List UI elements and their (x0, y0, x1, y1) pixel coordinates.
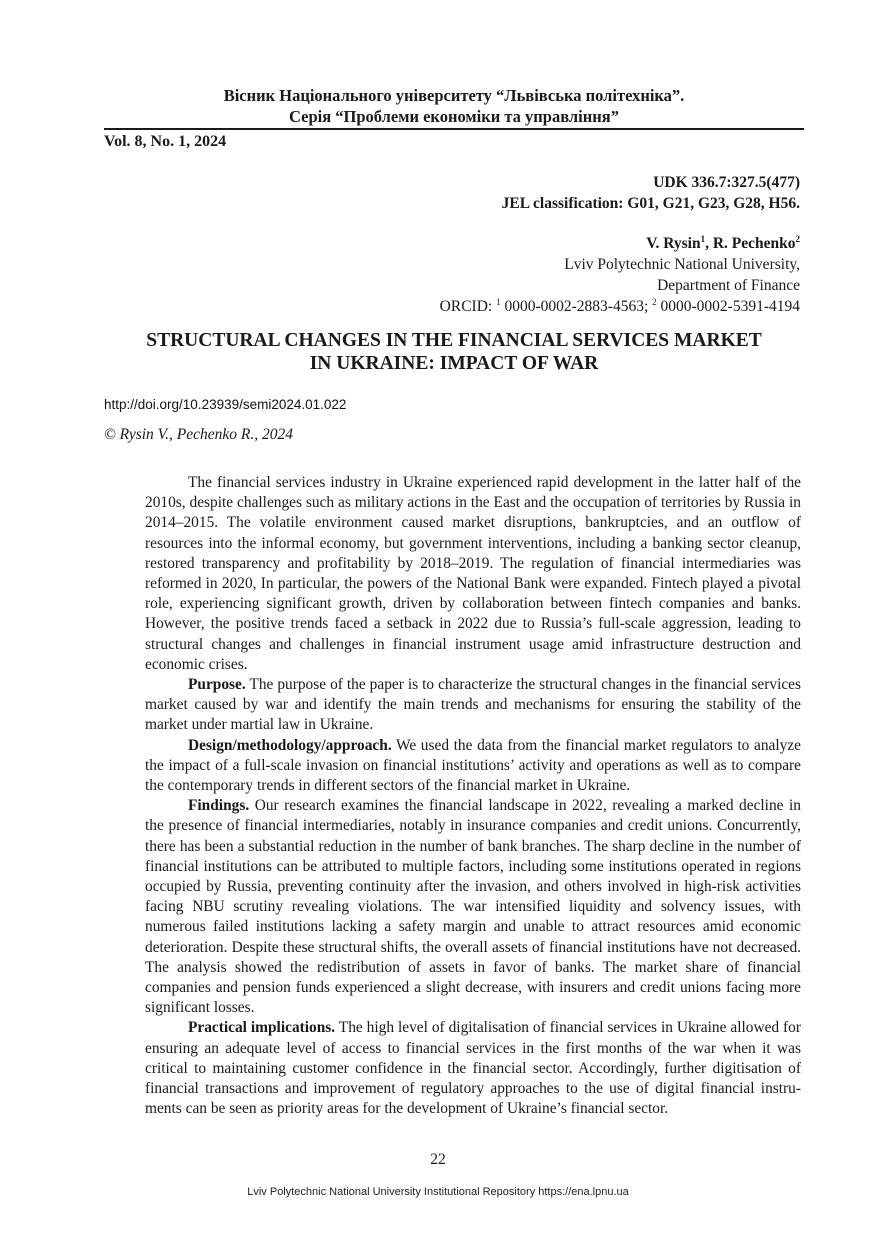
orcid-label: ORCID: (439, 298, 497, 315)
page-number: 22 (430, 1151, 446, 1168)
purpose-label: Purpose. (188, 676, 246, 694)
abstract (145, 473, 801, 1120)
abstract-purpose (145, 675, 801, 736)
classification-block (502, 172, 800, 214)
journal-title: Вісник Національного університету “Львівська політехніка”. (223, 86, 685, 105)
udk-code: UDK 336.7:327.5(477) (653, 174, 800, 191)
orcid-2-mark: 2 (652, 296, 657, 307)
findings-text: Our research examines the financial landscape in 2022, revealing a marked decline in the presence of financial intermediaries, notably in insurance companies and credit unions. Concurrently, there has been a substantial reduction in the number of bank branches. The sharp decline in the number of financial institutions can be attributed to multiple factors, including some institutions operated in regions occupied by Russia, preventing continuity after the invasion, and others involved in high-risk activities facing NBU scrutiny revealing violations. The war intensified liquidity and solvency issues, with numerous failed institutions lacking a safety margin and unable to attract resources amid economic deterioration. Despite these structural shifts, the overall assets of financial institutions have not decreased. The analysis showed the redistribution of assets in favor of banks. The market share of financial companies and pension funds experienced a slight decrease, with insurers and credit unions facing more significant losses. (145, 797, 801, 1017)
title-line-1: STRUCTURAL CHANGES IN THE FINANCIAL SERVICES MARKET (146, 330, 762, 351)
abstract-design (145, 736, 801, 797)
repository-footer: Lviv Polytechnic National University Institutional Repository https://ena.lpnu.ua (247, 1186, 629, 1198)
practical-label: Practical implications. (188, 1019, 336, 1037)
doi-link[interactable]: http://doi.org/10.23939/semi2024.01.022 (104, 397, 347, 412)
author-2-mark: 2 (795, 233, 800, 244)
paper-title (104, 329, 804, 375)
journal-series: Серія “Проблеми економіки та управління” (289, 107, 619, 126)
journal-header (104, 85, 804, 127)
abstract-practical (145, 1018, 801, 1119)
abstract-intro: The financial services industry in Ukraine experienced rapid development in the latter half of the 2010s, despite challenges such as military actions in the East and the occupation of territories by Russia in 2014–2015. The volatile environment caused market disruptions, bankruptcies, and an outflow of resources into the informal economy, but government interventions, including a banking sector cleanup, restored transparency and profitability by 2018–2019. The regulation of financial intermediaries was reformed in 2020, In particular, the powers of the National Bank were expanded. Fintech played a pivotal role, experiencing significant growth, driven by collaboration between fintech companies and banks. However, the positive trends faced a setback in 2022 due to Russia’s full-scale aggression, leading to structural changes and challenges in financial instrument usage amid infrastructure destruction and economic crises. (145, 474, 801, 673)
design-label: Design/methodology/approach. (188, 736, 392, 754)
practical-text: The high level of digitalisation of financial services in Ukraine allowed for ensuring an adequate level of access to financial services in the first months of the war when it was critical to maintaining customer confidence in the financial sector. Accordingly, further digitisation of financial transactions and improvement of regulatory approaches to the use of digital financial instruments can be seen as priority areas for the development of Ukraine’s financial sector. (145, 1019, 801, 1118)
findings-label: Findings. (188, 797, 250, 815)
author-separator: , (705, 235, 713, 252)
author-1: V. Rysin (646, 235, 701, 252)
abstract-findings (145, 796, 801, 1018)
author-2: R. Pechenko (712, 235, 796, 252)
author-department: Department of Finance (657, 277, 800, 294)
jel-classification: JEL classification: G01, G21, G23, G28, H56. (501, 195, 800, 212)
author-1-mark: 1 (700, 233, 706, 244)
orcid-1-mark: 1 (496, 296, 501, 307)
purpose-text: The purpose of the paper is to characterize the structural changes in the financial services market caused by war and identify the main trends and mechanisms for ensuring the stability of the market under martial law in Ukraine. (145, 676, 801, 734)
design-text: We used the data from the financial market regulators to analyze the impact of a full-scale invasion on financial institutions’ activity and operations as well as to compare the contemporary trends in different sectors of the financial market in Ukraine. (145, 736, 801, 795)
orcid-1: 0000-0002-2883-4563; (500, 298, 653, 315)
author-block (440, 233, 800, 317)
header-rule (104, 128, 804, 130)
author-names (440, 233, 800, 254)
author-university: Lviv Polytechnic National University, (564, 256, 800, 273)
orcid-2: 0000-0002-5391-4194 (656, 298, 800, 315)
title-line-2: IN UKRAINE: IMPACT OF WAR (309, 353, 599, 374)
copyright-notice: © Rysin V., Pechenko R., 2024 (104, 426, 293, 443)
orcid-line (440, 296, 800, 317)
volume-info: Vol. 8, No. 1, 2024 (104, 133, 227, 150)
